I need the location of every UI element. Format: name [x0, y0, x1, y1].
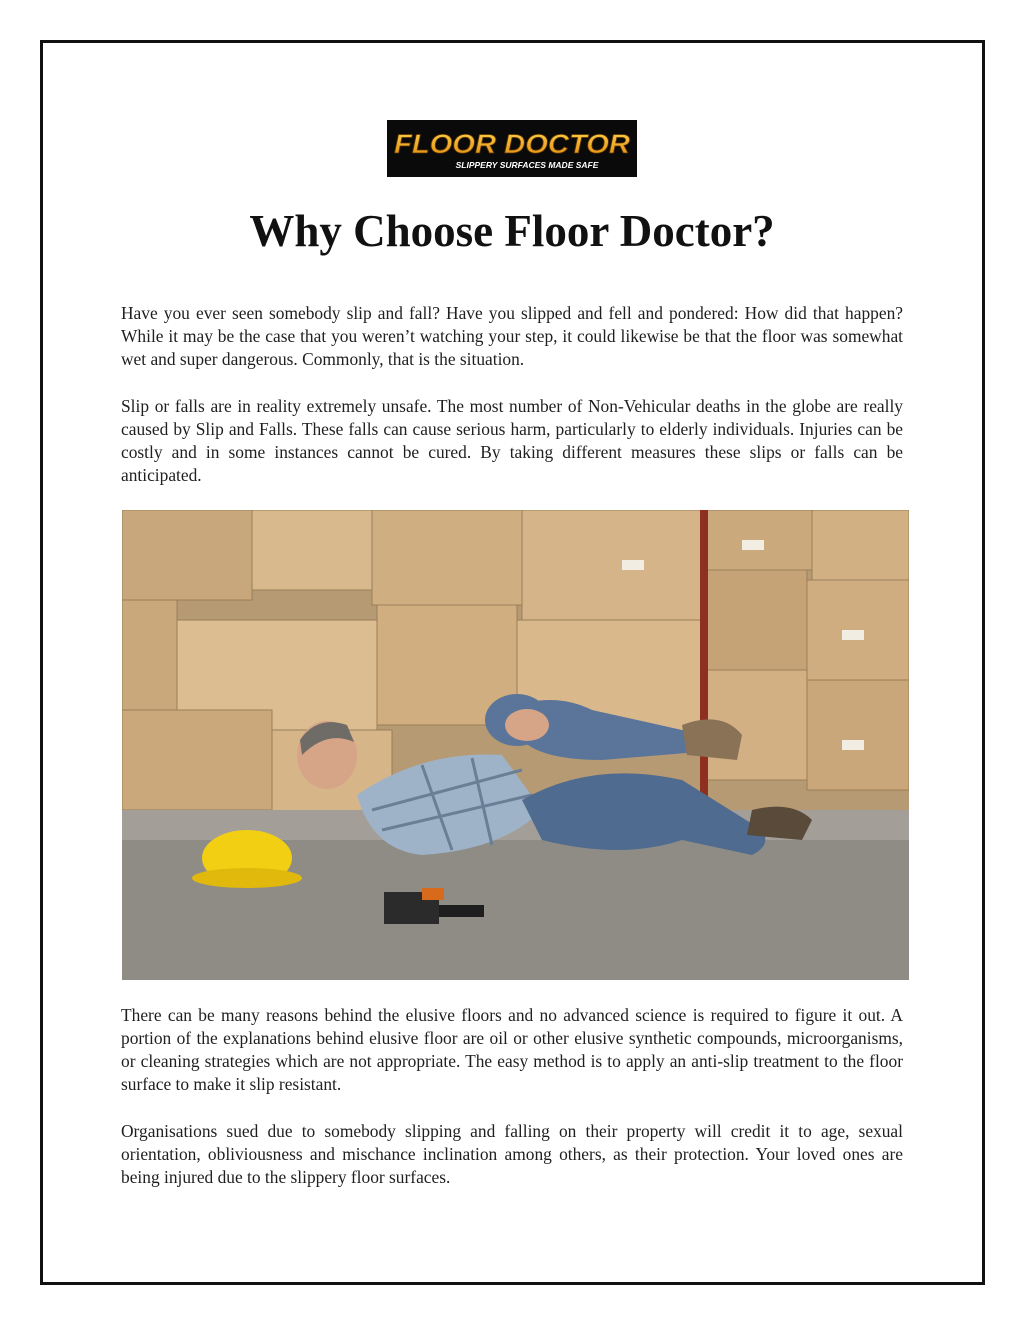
logo-tagline-text: SLIPPERY SURFACES MADE SAFE: [455, 160, 599, 170]
page-title: Why Choose Floor Doctor?: [249, 206, 775, 256]
floor-doctor-logo: [387, 120, 637, 177]
logo-graphic: [387, 120, 637, 177]
paragraph-causes: There can be many reasons behind the elusive floors and no advanced science is required to figure it out. A portion of the explanations behind elusive floor are oil or other elusive synthetic compounds, microorganisms, or cleaning strategies which are not appropriate. The easy method is to apply an anti-slip treatment to the floor surface to make it slip resistant.: [121, 1005, 903, 1094]
paragraph-intro: Have you ever seen somebody slip and fall? Have you slipped and fell and pondered: How did that happen? While it may be the case that you weren’t watching your step, it could likewise be that the floor was somewhat wet and super dangerous. Commonly, that is the situation.: [121, 303, 903, 369]
photo-illustration: [122, 510, 909, 980]
logo-brand-text: FLOOR DOCTOR: [394, 129, 631, 159]
warehouse-fall-photo: [122, 510, 909, 980]
paragraph-liability: Organisations sued due to somebody slipping and falling on their property will credit it to age, sexual orientation, obliviousness and mischance inclination among others, as their protection. Your loved ones are being injured due to the slippery floor surfaces.: [121, 1121, 903, 1187]
paragraph-dangers: Slip or falls are in reality extremely unsafe. The most number of Non-Vehicular deaths in the globe are really caused by Slip and Falls. These falls can cause serious harm, particularly to elderly individuals. Injuries can be costly and in some instances cannot be cured. By taking different measures these slips or falls can be anticipated.: [121, 396, 903, 485]
